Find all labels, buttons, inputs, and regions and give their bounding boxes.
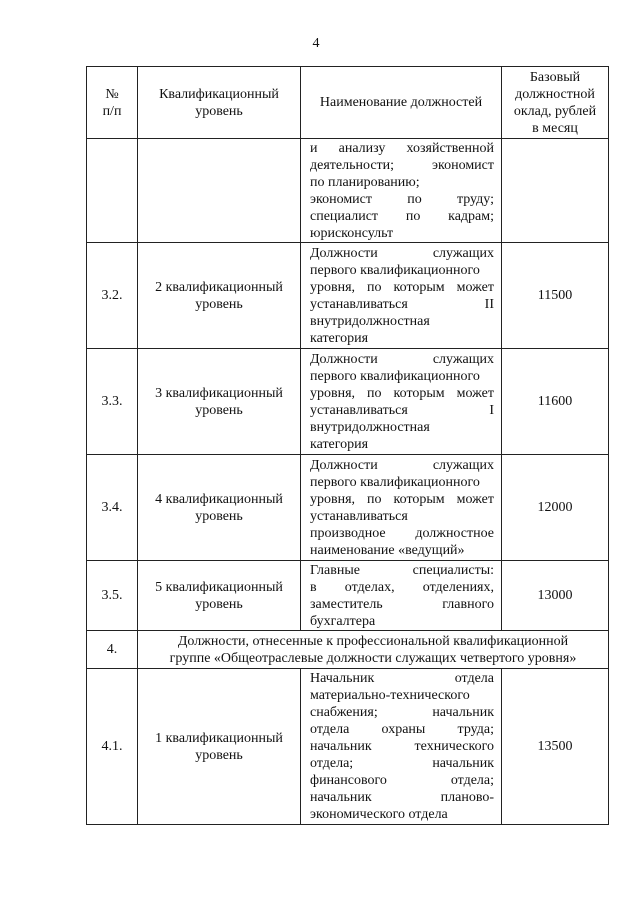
row-number: 3.3.: [87, 349, 138, 455]
name-line: первого квалификационного: [310, 474, 480, 490]
table-row: [87, 243, 609, 349]
level-line: уровень: [195, 747, 243, 763]
level-line: 2 квалификационный: [155, 279, 283, 295]
row-level: [138, 669, 301, 825]
header-salary-line: Базовый: [529, 69, 581, 85]
name-line: материально-технического: [310, 688, 470, 703]
row-position-names: [301, 561, 502, 631]
name-line: Главные специалисты:: [310, 562, 494, 578]
name-line: уровня, по которым может: [310, 279, 494, 295]
level-line: 1 квалификационный: [155, 730, 283, 746]
name-line: экономист по труду;: [310, 191, 494, 207]
name-line: Начальник отдела: [310, 671, 494, 686]
name-line: производное должностное: [310, 525, 494, 541]
page-number: 4: [312, 36, 320, 51]
row-number: [87, 139, 138, 243]
name-line: первого квалификационного: [310, 262, 480, 278]
name-line: устанавливаться II: [310, 296, 494, 312]
level-line: 3 квалификационный: [155, 385, 283, 401]
level-line: 5 квалификационный: [155, 579, 283, 595]
row-level: [138, 139, 301, 243]
name-line: категория: [310, 330, 369, 346]
name-line: первого квалификационного: [310, 368, 480, 384]
row-position-names: [301, 243, 502, 349]
row-number: 3.5.: [87, 561, 138, 631]
name-line: экономического отдела: [310, 807, 448, 822]
name-line: начальник планово-: [310, 790, 494, 805]
name-line: Должности служащих: [310, 457, 494, 473]
header-salary-line: в месяц: [532, 120, 578, 136]
row-salary: 11500: [502, 243, 609, 349]
name-line: заместитель главного: [310, 596, 494, 612]
name-line: юрисконсульт: [310, 225, 394, 241]
row-salary: 11600: [502, 349, 609, 455]
table-row: [87, 139, 609, 243]
name-line: Должности служащих: [310, 245, 494, 261]
group-title: [138, 631, 609, 669]
name-line: отдела охраны труда;: [310, 722, 494, 737]
row-level: [138, 243, 301, 349]
name-line: финансового отдела;: [310, 773, 494, 788]
row-position-names: [301, 349, 502, 455]
row-salary: 12000: [502, 455, 609, 561]
level-line: 4 квалификационный: [155, 491, 283, 507]
row-position-names: [301, 455, 502, 561]
table-row: [87, 349, 609, 455]
row-level: [138, 455, 301, 561]
group-row: [87, 631, 609, 669]
name-line: в отделах, отделениях,: [310, 579, 494, 595]
header-number-line: п/п: [102, 103, 122, 119]
row-salary: [502, 139, 609, 243]
row-salary: 13500: [502, 669, 609, 825]
level-line: уровень: [195, 402, 243, 418]
group-title-line: группе «Общеотраслевые должности служащих четвертого уровня»: [169, 650, 577, 666]
header-level-line: Квалификационный: [159, 86, 279, 102]
row-level: [138, 561, 301, 631]
name-line: Должности служащих: [310, 351, 494, 367]
name-line: уровня, по которым может: [310, 491, 494, 507]
name-line: и анализу хозяйственной: [310, 140, 494, 156]
row-number: 4.1.: [87, 669, 138, 825]
name-line: внутридолжностная: [310, 313, 430, 329]
table-row: [87, 669, 609, 825]
group-title-line: Должности, отнесенные к профессиональной квалификационной: [177, 633, 569, 649]
header-name-text: Наименование должностей: [319, 95, 483, 110]
header-number-line: №: [105, 86, 119, 102]
name-line: специалист по кадрам;: [310, 208, 494, 224]
table-row: [87, 561, 609, 631]
level-line: уровень: [195, 508, 243, 524]
header-salary-line: должностной: [515, 86, 595, 102]
name-line: бухгалтера: [310, 613, 376, 629]
row-salary: 13000: [502, 561, 609, 631]
row-level: [138, 349, 301, 455]
row-number: 3.2.: [87, 243, 138, 349]
group-number: 4.: [87, 631, 138, 669]
name-line: по планированию;: [310, 174, 420, 190]
name-line: отдела; начальник: [310, 756, 494, 771]
header-position-name: [301, 67, 502, 139]
table-row: [87, 455, 609, 561]
name-line: деятельности; экономист: [310, 157, 494, 173]
row-position-names: [301, 669, 502, 825]
header-level-line: уровень: [195, 103, 243, 119]
level-line: уровень: [195, 296, 243, 312]
salary-table: [86, 66, 609, 825]
header-salary-line: оклад, рублей: [513, 103, 597, 119]
level-line: уровень: [195, 596, 243, 612]
name-line: внутридолжностная: [310, 419, 430, 435]
name-line: снабжения; начальник: [310, 705, 494, 720]
name-line: устанавливаться I: [310, 402, 494, 418]
name-line: устанавливаться: [310, 508, 408, 524]
header-number: [87, 67, 138, 139]
row-position-names: [301, 139, 502, 243]
row-number: 3.4.: [87, 455, 138, 561]
name-line: начальник технического: [310, 739, 494, 754]
table-header-row: [87, 67, 609, 139]
header-salary: [502, 67, 609, 139]
name-line: уровня, по которым может: [310, 385, 494, 401]
header-level: [138, 67, 301, 139]
name-line: наименование «ведущий»: [310, 542, 465, 558]
name-line: категория: [310, 436, 369, 452]
